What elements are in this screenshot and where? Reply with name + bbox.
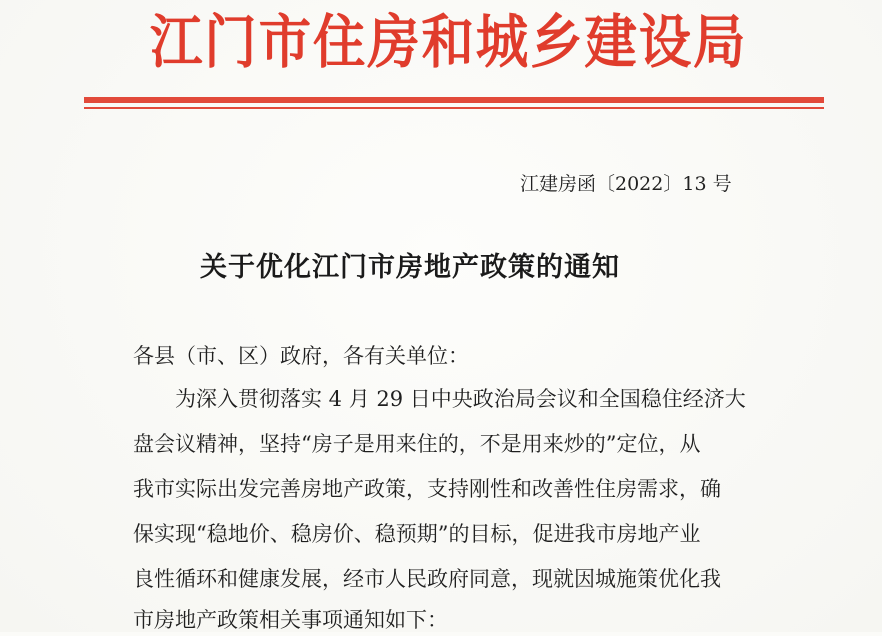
body-text-line: 保实现“稳地价、稳房价、稳预期”的目标，促进我市房地产业 (133, 522, 701, 546)
document-salutation: 各县（市、区）政府，各有关单位： (133, 344, 469, 368)
document-number: 江建房函〔2022〕13 号 (520, 173, 732, 195)
letterhead-org-name: 江门市住房和城乡建设局 (150, 8, 748, 76)
letterhead-divider-thin (84, 107, 824, 109)
body-text-line: 我市实际出发完善房地产政策，支持刚性和改善性住房需求，确 (133, 477, 721, 501)
body-text-line: 市房地产政策相关事项通知如下： (133, 608, 448, 632)
body-text-line: 为深入贯彻落实 4 月 29 日中央政治局会议和全国稳住经济大 (175, 387, 746, 411)
body-text-line: 盘会议精神，坚持“房子是用来住的，不是用来炒的”定位，从 (133, 432, 701, 456)
document-title: 关于优化江门市房地产政策的通知 (200, 252, 620, 283)
body-text-line: 良性循环和健康发展，经市人民政府同意，现就因城施策优化我 (133, 567, 721, 591)
letterhead-divider-thick (84, 97, 824, 103)
